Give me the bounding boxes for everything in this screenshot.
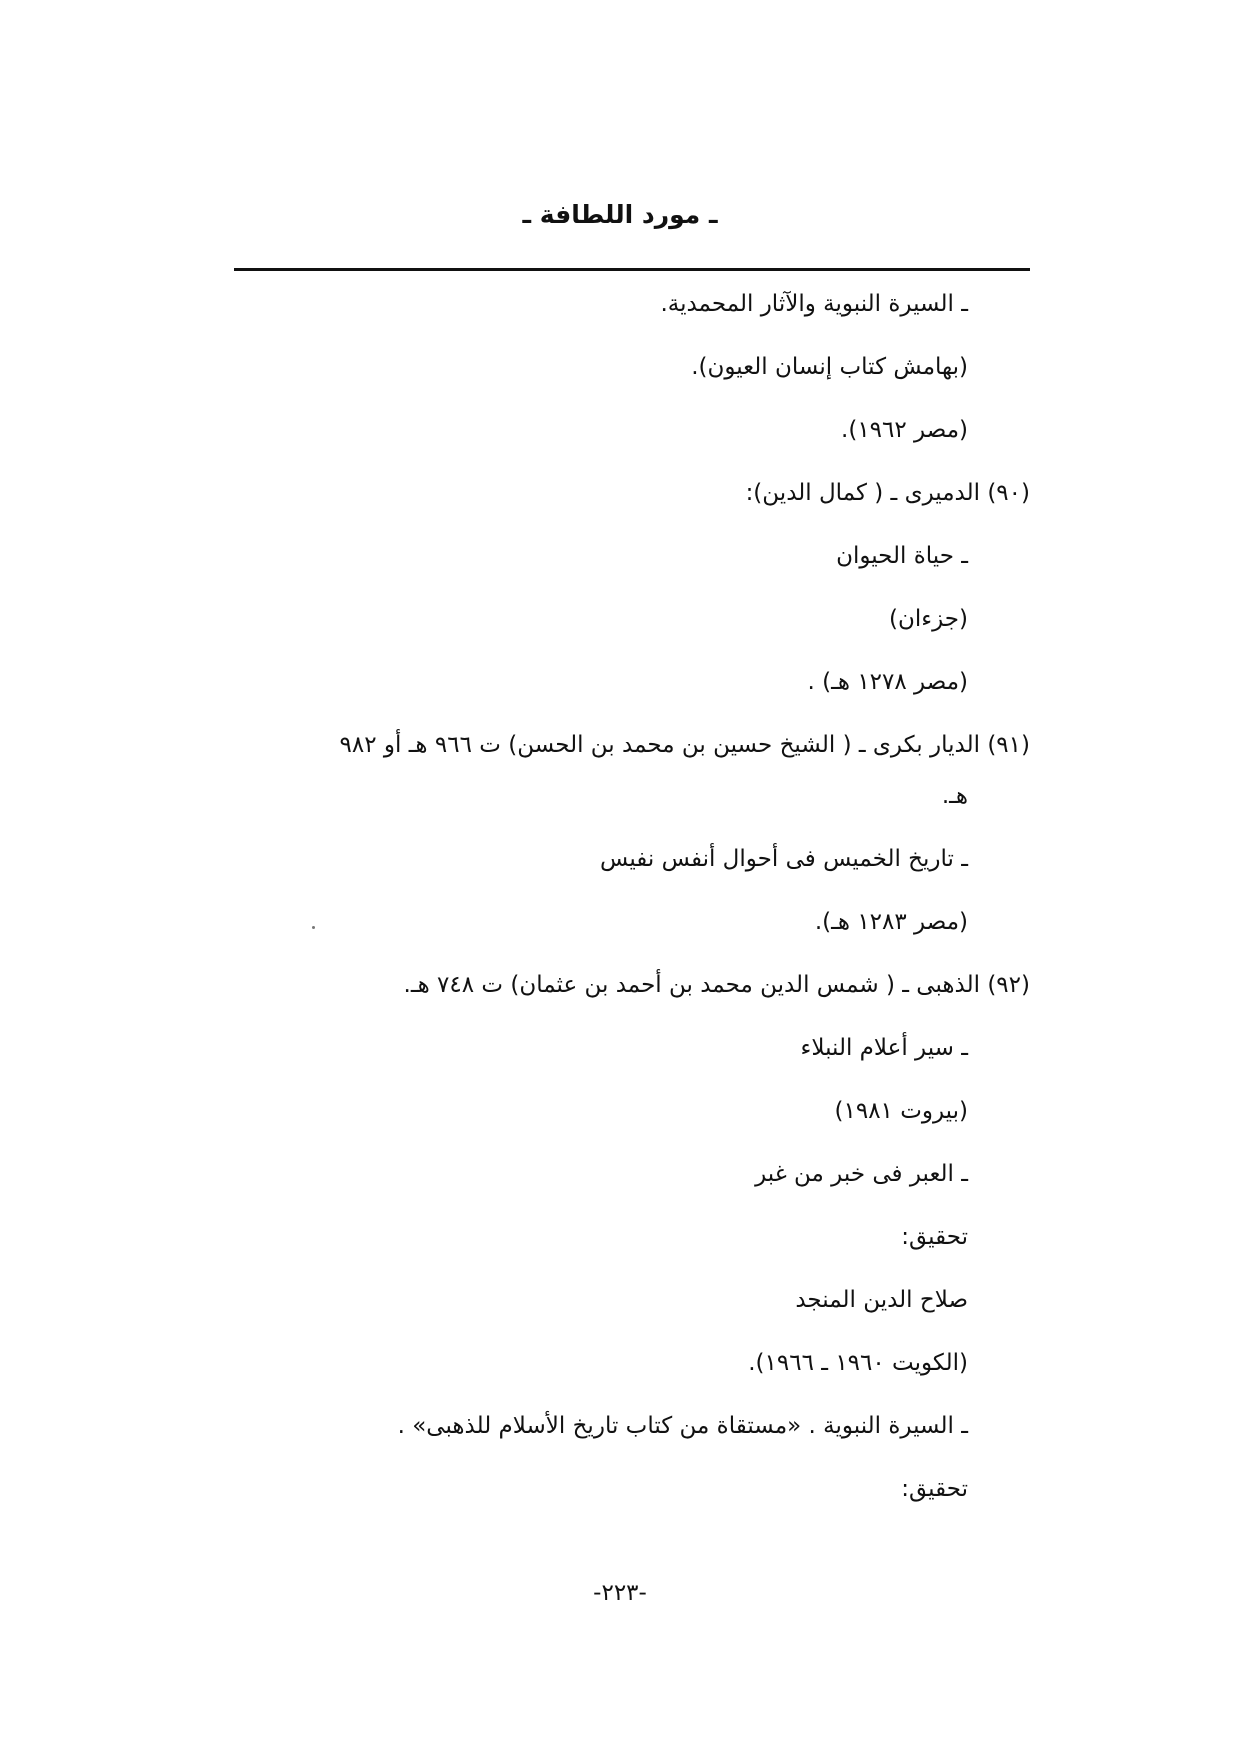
list-item: (بهامش كتاب إنسان العيون). (691, 354, 968, 380)
list-item: ـ حياة الحيوان (836, 543, 968, 569)
list-item: (مصر ١٢٧٨ هـ) . (807, 669, 968, 695)
entry-heading-90: (٩٠) الدميرى ـ ( كمال الدين): (745, 480, 1030, 506)
list-item: (مصر ١٩٦٢). (841, 417, 968, 443)
list-item: (الكويت ١٩٦٠ ـ ١٩٦٦). (748, 1350, 968, 1376)
list-item: (جزءان) (889, 606, 968, 632)
scan-speck (312, 926, 315, 929)
entry-heading-91: (٩١) الديار بكرى ـ ( الشيخ حسين بن محمد بن الحسن) ت ٩٦٦ هـ أو ٩٨٢ (339, 732, 1030, 758)
list-item: ـ السيرة النبوية . «مستقاة من كتاب تاريخ الأسلام للذهبى» . (397, 1413, 968, 1439)
page-header: ـ مورد اللطافة ـ (522, 200, 718, 229)
entry-heading-91-continuation: هـ. (941, 783, 968, 809)
list-item: (بيروت ١٩٨١) (834, 1098, 968, 1124)
list-item: (مصر ١٢٨٣ هـ). (814, 909, 968, 935)
list-item: صلاح الدين المنجد (795, 1287, 968, 1313)
list-item: ـ سير أعلام النبلاء (800, 1035, 968, 1061)
list-item: تحقيق: (901, 1476, 968, 1502)
page-number: -٢٢٣- (593, 1580, 647, 1606)
list-item: ـ تاريخ الخميس فى أحوال أنفس نفيس (600, 846, 968, 872)
entry-heading-92: (٩٢) الذهبى ـ ( شمس الدين محمد بن أحمد بن عثمان) ت ٧٤٨ هـ. (403, 972, 1030, 998)
list-item: ـ العبر فى خبر من غبر (755, 1161, 968, 1187)
list-item: تحقيق: (901, 1224, 968, 1250)
list-item: ـ السيرة النبوية والآثار المحمدية. (660, 291, 968, 317)
